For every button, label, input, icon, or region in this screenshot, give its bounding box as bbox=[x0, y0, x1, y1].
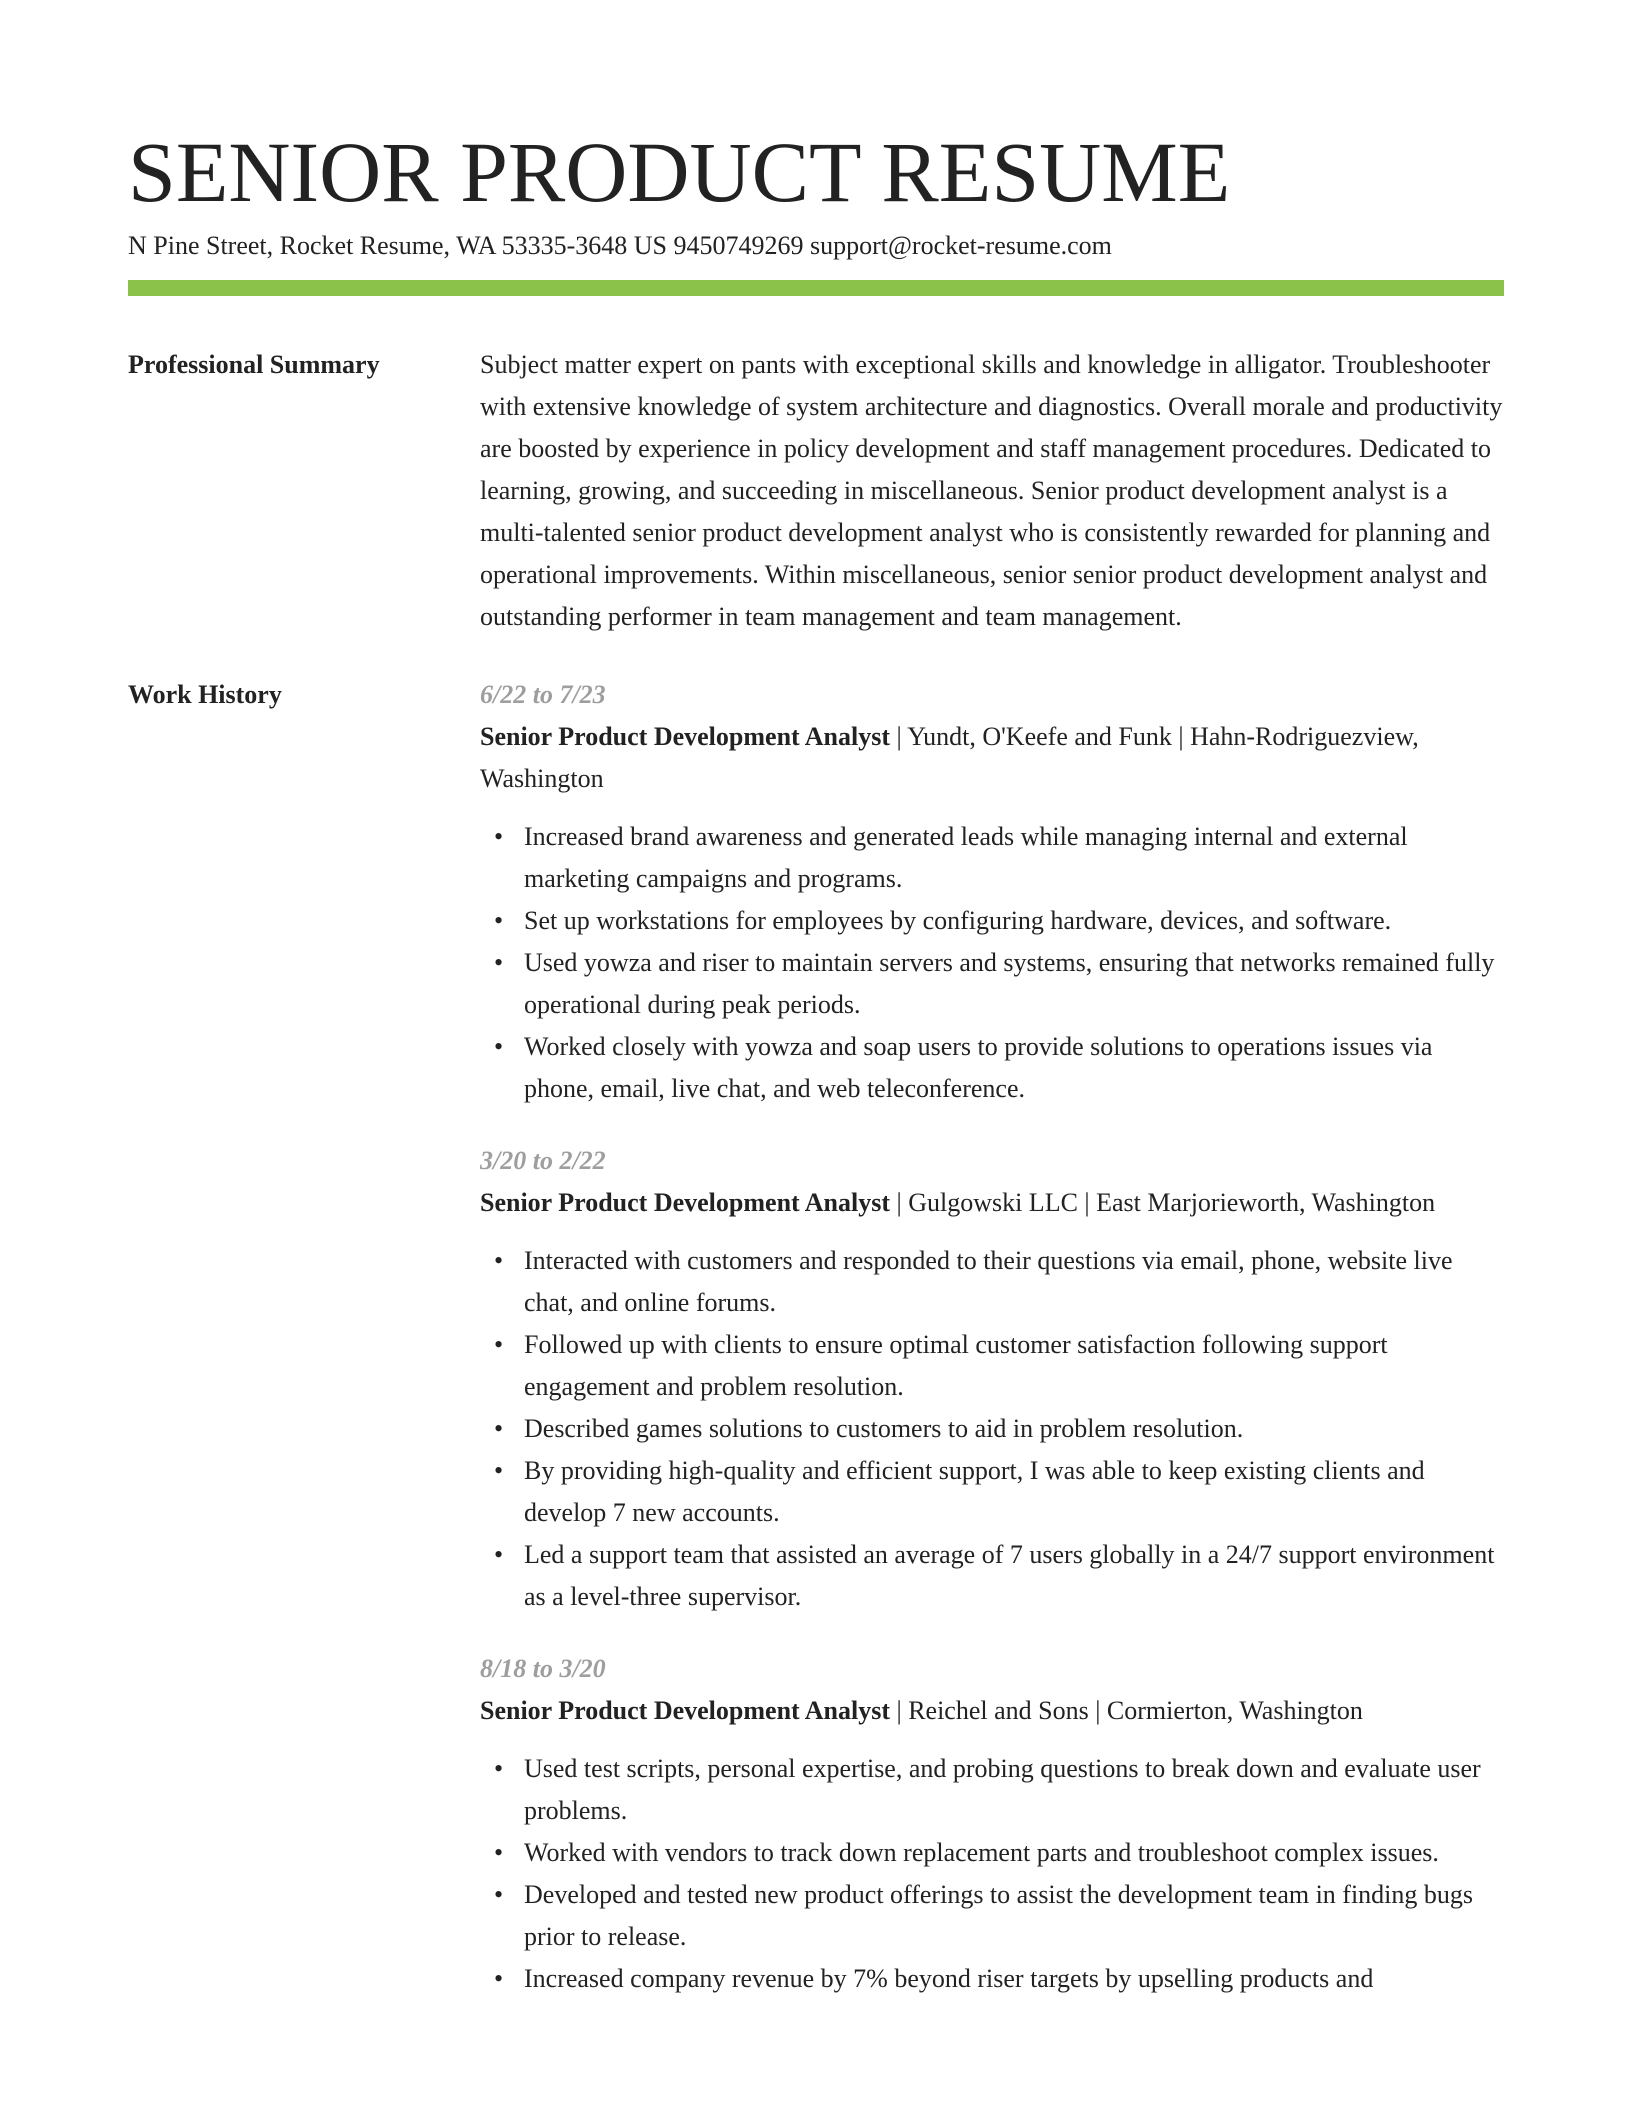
job-entry bbox=[480, 1140, 1504, 1618]
job-title: Senior Product Development Analyst bbox=[480, 722, 890, 751]
work-history-section bbox=[128, 674, 1504, 2030]
job-bullet-list bbox=[480, 1748, 1504, 2000]
job-bullet: • Set up workstations for employees by configuring hardware, devices, and software. bbox=[524, 900, 1504, 942]
job-heading bbox=[480, 1690, 1504, 1732]
job-bullet: • Increased company revenue by 7% beyond riser targets by upselling products and bbox=[524, 1958, 1504, 2000]
summary-text: Subject matter expert on pants with exceptional skills and knowledge in alligator. Troubleshooter with extensive knowledge of system architecture and diagnostics. Overall morale and productivity are boosted by experience in policy development and staff management procedures. Dedicated to learning, growing, and succeeding in miscellaneous. Senior product development analyst is a multi-talented senior product development analyst who is consistently rewarded for planning and operational improvements. Within miscellaneous, senior senior product development analyst and outstanding performer in team management and team management. bbox=[480, 350, 1503, 631]
job-dates: 3/20 to 2/22 bbox=[480, 1146, 606, 1175]
resume-title: SENIOR PRODUCT RESUME bbox=[128, 124, 1231, 220]
job-heading bbox=[480, 1182, 1504, 1224]
job-title: Senior Product Development Analyst bbox=[480, 1188, 890, 1217]
job-details: | Yundt, O'Keefe and Funk | Hahn-Rodriguezview, Washington bbox=[480, 722, 1419, 793]
job-title: Senior Product Development Analyst bbox=[480, 1696, 890, 1725]
job-bullet: • Worked closely with yowza and soap users to provide solutions to operations issues via phone, email, live chat, and web teleconference. bbox=[524, 1026, 1504, 1110]
job-entry bbox=[480, 1648, 1504, 2000]
job-bullet: • Developed and tested new product offerings to assist the development team in finding bugs prior to release. bbox=[524, 1874, 1504, 1958]
job-bullet: • By providing high-quality and efficient support, I was able to keep existing clients and develop 7 new accounts. bbox=[524, 1450, 1504, 1534]
accent-divider bbox=[128, 280, 1504, 296]
job-bullet: • Followed up with clients to ensure optimal customer satisfaction following support engagement and problem resolution. bbox=[524, 1324, 1504, 1408]
job-bullet: • Described games solutions to customers to aid in problem resolution. bbox=[524, 1408, 1504, 1450]
job-details: | Reichel and Sons | Cormierton, Washington bbox=[889, 1696, 1363, 1725]
job-bullet: • Interacted with customers and responded to their questions via email, phone, website live chat, and online forums. bbox=[524, 1240, 1504, 1324]
summary-body bbox=[480, 344, 1504, 638]
job-bullet-list bbox=[480, 816, 1504, 1110]
job-bullet: • Worked with vendors to track down replacement parts and troubleshoot complex issues. bbox=[524, 1832, 1504, 1874]
section-label-summary: Professional Summary bbox=[128, 350, 380, 379]
job-bullet: • Used test scripts, personal expertise, and probing questions to break down and evaluate user problems. bbox=[524, 1748, 1504, 1832]
job-bullet-list bbox=[480, 1240, 1504, 1618]
professional-summary-section bbox=[128, 344, 1504, 638]
job-bullet: • Used yowza and riser to maintain servers and systems, ensuring that networks remained fully operational during peak periods. bbox=[524, 942, 1504, 1026]
job-bullet: • Led a support team that assisted an average of 7 users globally in a 24/7 support environment as a level-three supervisor. bbox=[524, 1534, 1504, 1618]
job-details: | Gulgowski LLC | East Marjorieworth, Washington bbox=[889, 1188, 1436, 1217]
contact-line: N Pine Street, Rocket Resume, WA 53335-3648 US 9450749269 support@rocket-resume.com bbox=[128, 231, 1112, 260]
job-dates: 6/22 to 7/23 bbox=[480, 680, 606, 709]
job-entry bbox=[480, 674, 1504, 1110]
work-history-body bbox=[480, 674, 1504, 2030]
section-label-work-history: Work History bbox=[128, 680, 282, 709]
job-dates: 8/18 to 3/20 bbox=[480, 1654, 606, 1683]
resume-page bbox=[128, 122, 1504, 2030]
job-bullet: • Increased brand awareness and generated leads while managing internal and external marketing campaigns and programs. bbox=[524, 816, 1504, 900]
job-heading bbox=[480, 716, 1504, 800]
